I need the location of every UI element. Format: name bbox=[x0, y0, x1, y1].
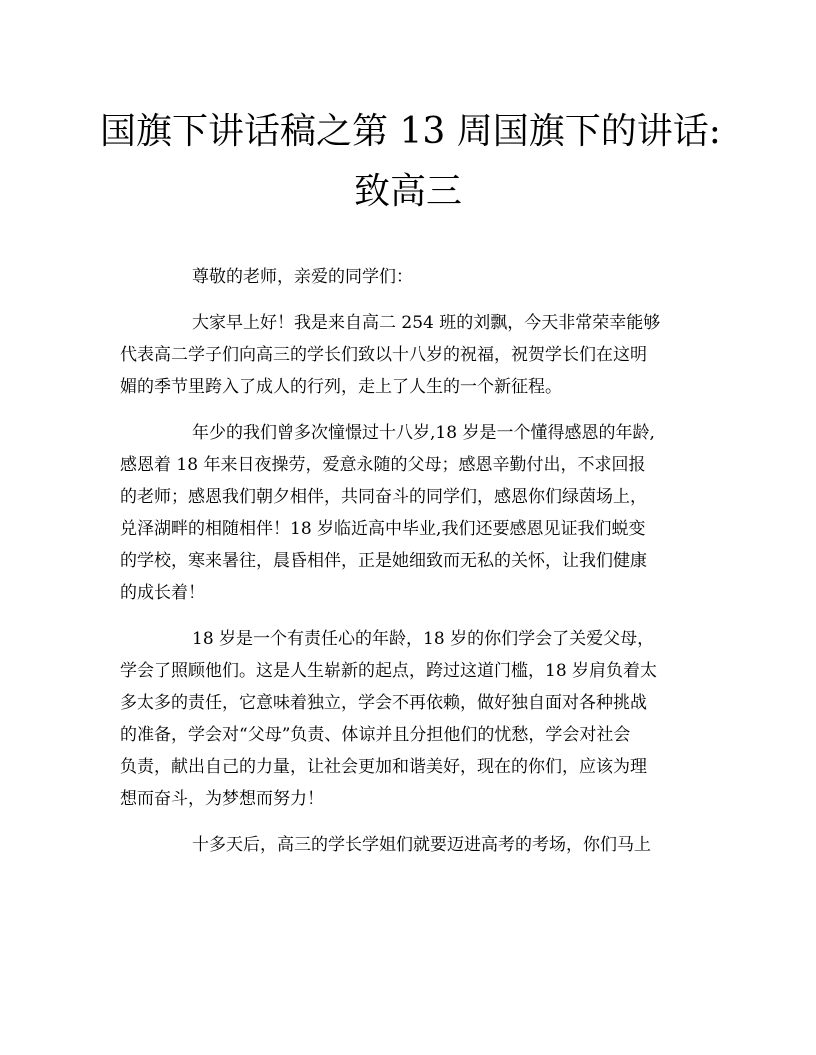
document-title-line-2: 致高三 bbox=[353, 171, 462, 212]
text-line: 的老师；感恩我们朝夕相伴，共同奋斗的同学们，感恩你们绿茵场上， bbox=[120, 487, 647, 507]
text-line: 十多天后，高三的学长学姐们就要迈进高考的考场，你们马上 bbox=[192, 835, 651, 855]
text-line: 代表高二学子们向高三的学长们致以十八岁的祝福，祝贺学长们在这明 bbox=[120, 345, 647, 365]
text-line: 18 岁是一个有责任心的年龄，18 岁的你们学会了关爱父母， bbox=[192, 629, 655, 649]
document-body bbox=[120, 262, 698, 862]
paragraph-3 bbox=[120, 624, 698, 816]
paragraph-1 bbox=[120, 308, 698, 404]
text-line: 尊敬的老师，亲爱的同学们： bbox=[192, 267, 413, 287]
paragraph-4 bbox=[120, 830, 698, 862]
text-line: 媚的季节里跨入了成人的行列，走上了人生的一个新征程。 bbox=[120, 377, 562, 397]
text-line: 感恩着 18 年来日夜操劳，爱意永随的父母；感恩辛勤付出，不求回报 bbox=[120, 455, 646, 475]
text-line: 多太多的责任，它意味着独立，学会不再依赖，做好独自面对各种挑战 bbox=[120, 693, 647, 713]
text-line: 大家早上好！我是来自高二 254 班的刘飘，今天非常荣幸能够 bbox=[192, 313, 661, 333]
document-title-line-1: 国旗下讲话稿之第 13 周国旗下的讲话: bbox=[100, 111, 721, 152]
text-line: 的学校，寒来暑往，晨昏相伴，正是她细致而无私的关怀，让我们健康 bbox=[120, 551, 647, 571]
text-line: 负责，献出自己的力量，让社会更加和谐美好，现在的你们，应该为理 bbox=[120, 757, 647, 777]
text-line: 的成长着！ bbox=[120, 583, 205, 603]
paragraph-salutation bbox=[120, 262, 698, 294]
paragraph-2 bbox=[120, 418, 698, 610]
text-line: 想而奋斗，为梦想而努力！ bbox=[120, 789, 324, 809]
text-line: 学会了照顾他们。这是人生崭新的起点，跨过这道门槛，18 岁肩负着太 bbox=[120, 661, 658, 681]
text-line: 的准备，学会对“父母”负责、体谅并且分担他们的忧愁，学会对社会 bbox=[120, 725, 631, 745]
text-line: 兑泽湖畔的相随相伴！18 岁临近高中毕业,我们还要感恩见证我们蜕变 bbox=[120, 519, 646, 539]
text-line: 年少的我们曾多次憧憬过十八岁,18 岁是一个懂得感恩的年龄, bbox=[192, 423, 655, 443]
